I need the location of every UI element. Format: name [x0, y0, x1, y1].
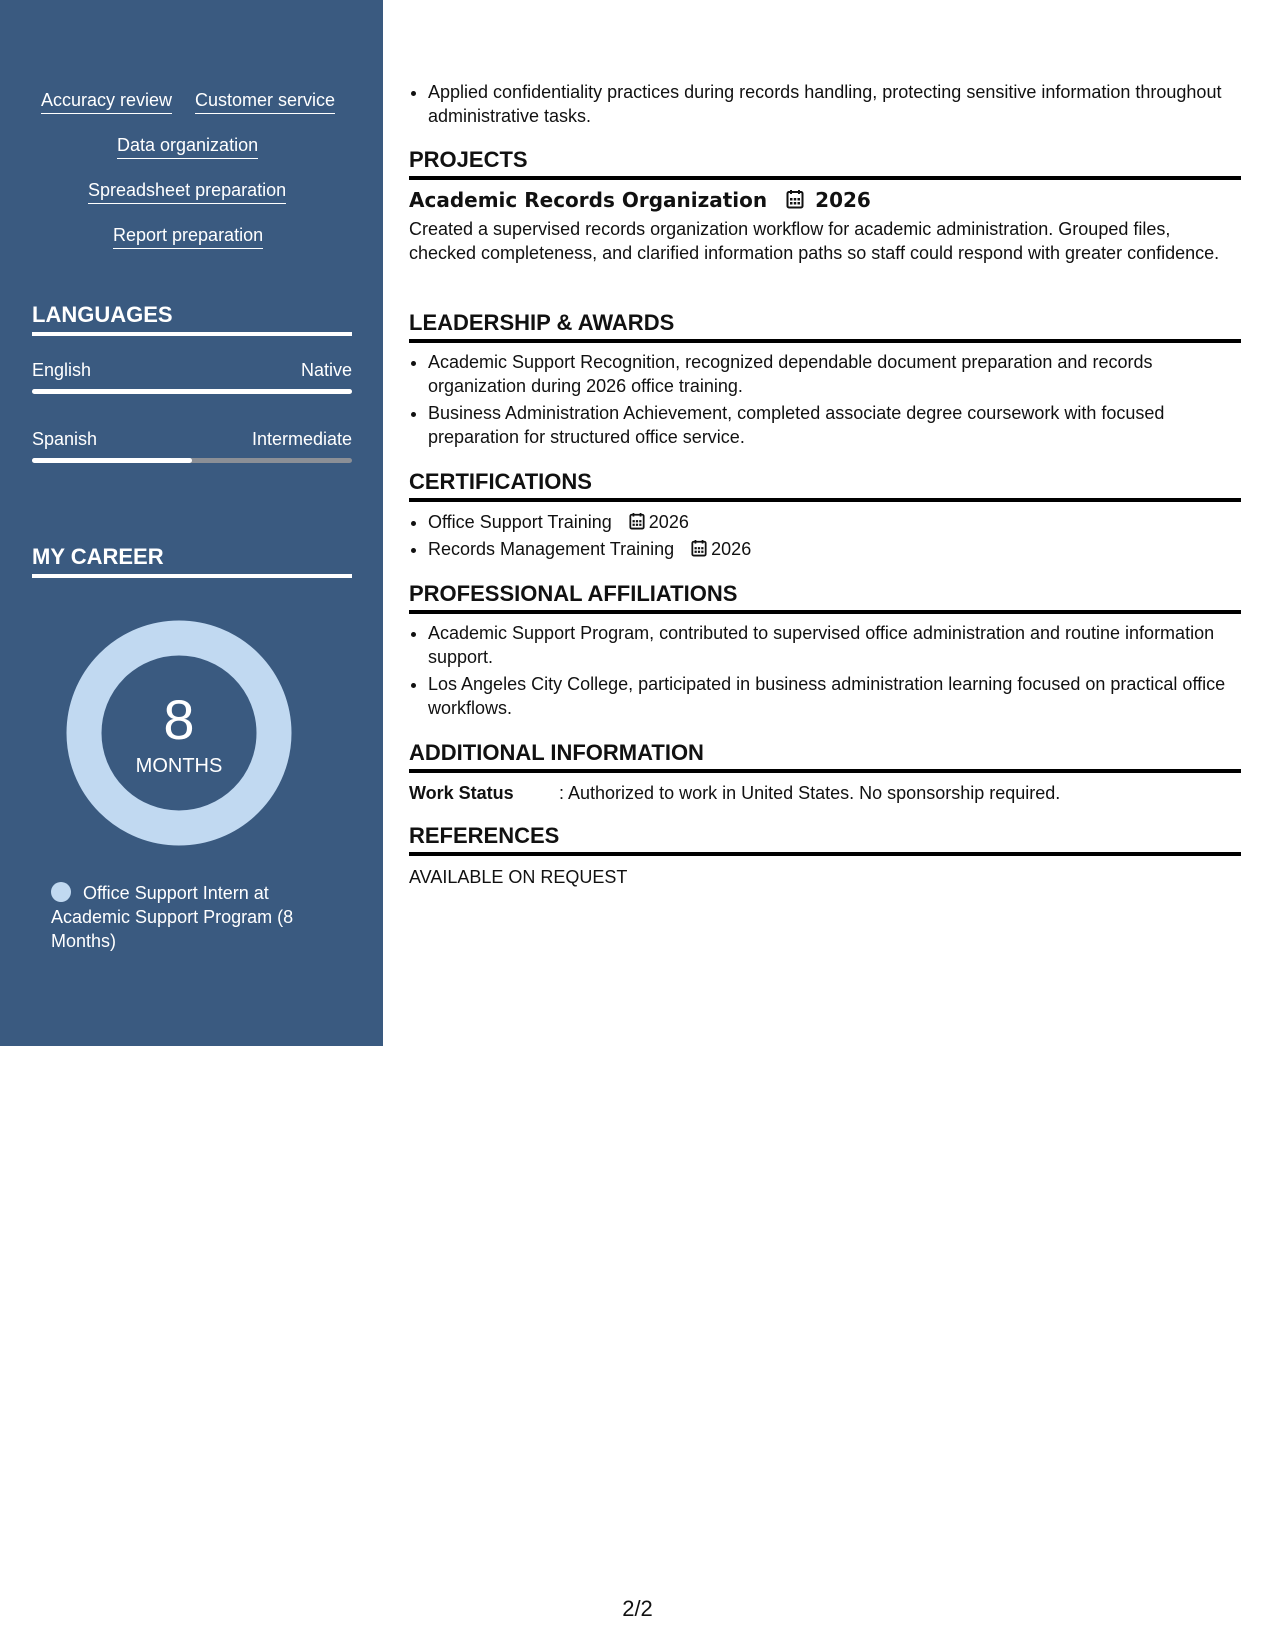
- certifications-heading: CERTIFICATIONS: [409, 469, 1241, 502]
- intro-bullets: [409, 80, 1241, 131]
- list-item: • Academic Support Recognition, recognized dependable document preparation and records organization during 2026 office training.: [428, 350, 1241, 398]
- career-legend-text: Office Support Intern at Academic Support Program (8 Months): [51, 883, 294, 951]
- languages-heading: LANGUAGES: [32, 302, 352, 336]
- work-status-row: [409, 781, 1241, 805]
- language-row: [32, 428, 352, 450]
- project-title: Academic Records Organization: [409, 188, 768, 212]
- career-total-unit: MONTHS: [135, 755, 223, 777]
- skill-tag: Spreadsheet preparation: [88, 179, 286, 204]
- skill-tag: Data organization: [117, 134, 258, 159]
- project-year: 2026: [815, 188, 871, 212]
- language-proficiency-fill: [32, 389, 352, 394]
- projects-heading: PROJECTS: [409, 147, 1241, 180]
- language-proficiency-bar: [32, 458, 352, 463]
- sidebar: [0, 0, 383, 1046]
- project-description: Created a supervised records organization workflow for academic administration. Grouped files, checked completeness, and clarified information paths so staff could respond with greater confidence.: [409, 219, 1220, 263]
- language-name: Spanish: [32, 429, 98, 449]
- certification-year: 2026: [711, 539, 752, 559]
- page-number: 2/2: [622, 1596, 653, 1621]
- skill-tag: Accuracy review: [41, 89, 172, 114]
- career-total-number: 8: [163, 688, 195, 751]
- list-item: [428, 537, 1241, 561]
- certification-name: Office Support Training: [428, 512, 612, 532]
- list-item: • Business Administration Achievement, completed associate degree coursework with focused preparation for structured office service.: [428, 401, 1241, 449]
- certification-year: 2026: [648, 512, 689, 532]
- career-heading: MY CAREER: [32, 544, 352, 578]
- list-item: • Los Angeles City College, participated in business administration learning focused on practical office workflows.: [428, 672, 1241, 720]
- leadership-list: [409, 350, 1241, 452]
- skill-tag: Customer service: [195, 89, 335, 114]
- calendar-icon: [786, 189, 804, 209]
- certifications-list: [409, 510, 1241, 564]
- work-status-label: Work Status: [409, 783, 514, 803]
- certification-name: Records Management Training: [428, 539, 675, 559]
- references-text: AVAILABLE ON REQUEST: [409, 867, 628, 887]
- list-item: • Applied confidentiality practices during records handling, protecting sensitive information throughout administrative tasks.: [428, 80, 1241, 128]
- project-entry: [409, 188, 1241, 265]
- language-row: [32, 359, 352, 381]
- language-level: Native: [300, 360, 352, 380]
- language-name: English: [32, 360, 92, 380]
- list-item: • Academic Support Program, contributed to supervised office administration and routine information support.: [428, 621, 1241, 669]
- language-level: Intermediate: [251, 429, 352, 449]
- calendar-icon: [691, 539, 707, 557]
- leadership-heading: LEADERSHIP & AWARDS: [409, 310, 1241, 343]
- career-legend-item: [51, 881, 331, 953]
- work-status-value: : Authorized to work in United States. No sponsorship required.: [559, 783, 1061, 803]
- references-heading: REFERENCES: [409, 823, 1241, 856]
- additional-info-heading: ADDITIONAL INFORMATION: [409, 740, 1241, 773]
- calendar-icon: [629, 512, 645, 530]
- language-proficiency-bar: [32, 389, 352, 394]
- legend-dot-icon: [51, 882, 71, 902]
- affiliations-heading: PROFESSIONAL AFFILIATIONS: [409, 581, 1241, 614]
- language-proficiency-fill: [32, 458, 192, 463]
- skill-tag: Report preparation: [113, 224, 263, 249]
- list-item: [428, 510, 1241, 534]
- affiliations-list: [409, 621, 1241, 723]
